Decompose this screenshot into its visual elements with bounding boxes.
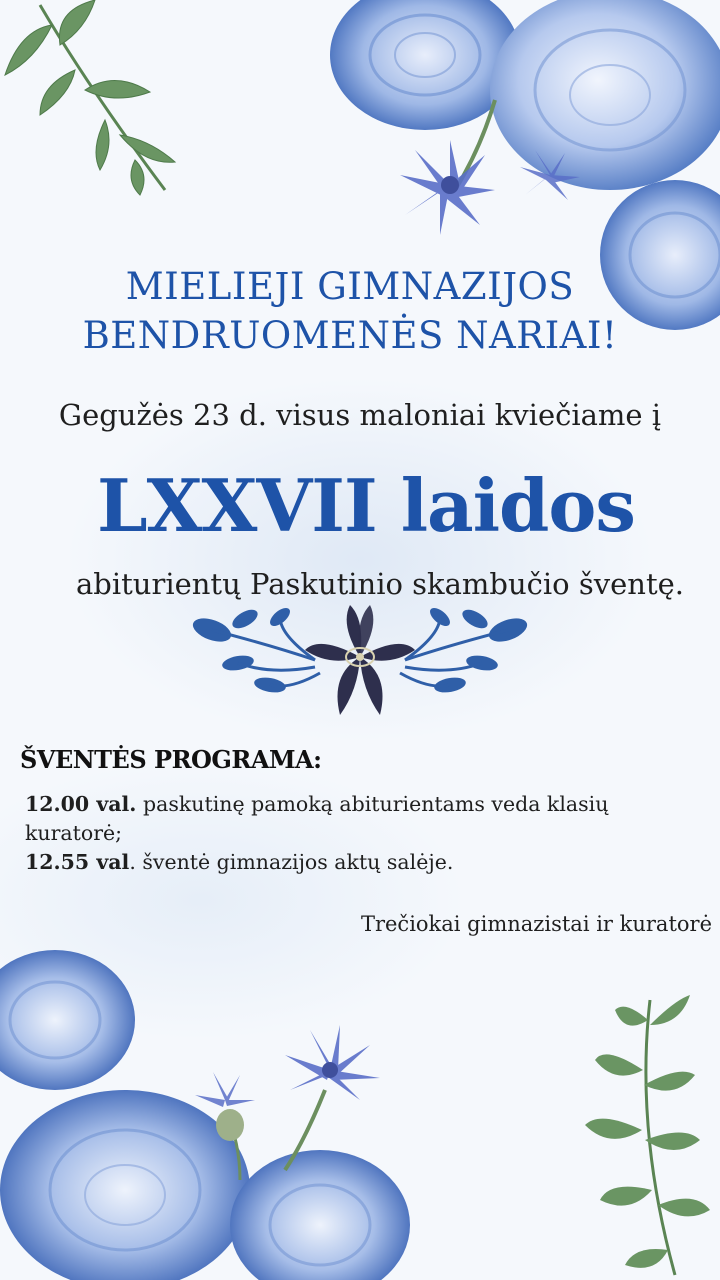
program-time: 12.00 val. <box>25 792 137 816</box>
program-text: paskutinę pamoką abiturientams veda klasių kuratorė; <box>25 792 609 845</box>
title-line-2: BENDRUOMENĖS NARIAI! <box>82 314 618 357</box>
program-item <box>25 790 665 848</box>
highlight-text: LXXVII laidos <box>97 463 635 548</box>
program-time: 12.55 val <box>25 850 130 874</box>
page-title <box>0 262 700 360</box>
peony-cluster-icon <box>0 950 420 1280</box>
program-text: . šventė gimnazijos aktų salėje. <box>129 850 454 874</box>
leaf-branch-icon <box>580 990 720 1280</box>
title-line-1: MIELIEJI GIMNAZIJOS <box>125 265 575 308</box>
program-list <box>25 790 665 877</box>
leaf-branch-icon <box>0 0 220 200</box>
invitation-text: Gegužės 23 d. visus maloniai kviečiame į <box>58 398 662 432</box>
program-heading: ŠVENTĖS PROGRAMA: <box>20 745 322 774</box>
signature: Trečiokai gimnazistai ir kuratorė <box>360 912 712 936</box>
program-item <box>25 848 665 877</box>
event-text: abiturientų Paskutinio skambučio šventę. <box>76 567 684 601</box>
floral-divider-icon <box>190 605 530 715</box>
